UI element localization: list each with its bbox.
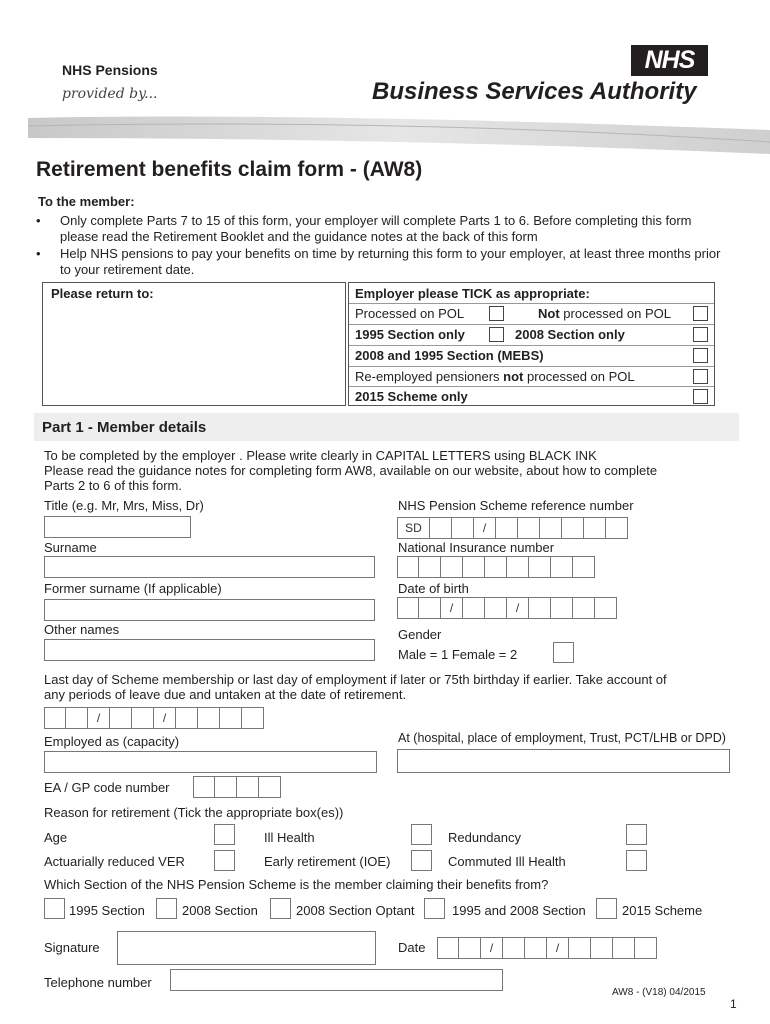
member-note-bullet-1: Only complete Parts 7 to 15 of this form, your employer will complete Parts 1 to 6. Before completing this form please read the Retirement Booklet and the guidance notes at the back of this form <box>60 213 692 244</box>
section-1995-option-checkbox[interactable] <box>44 898 65 919</box>
digit-cell[interactable] <box>569 937 591 959</box>
header-band <box>0 112 770 156</box>
telephone-input[interactable] <box>170 969 503 991</box>
section-2008-checkbox[interactable] <box>693 327 708 342</box>
page-title: Retirement benefits claim form - (AW8) <box>36 158 423 181</box>
reemployed-label: Re-employed pensioners not processed on POL <box>355 369 635 384</box>
scheme-2015-label: 2015 Scheme only <box>355 389 468 404</box>
date-cells[interactable] <box>437 937 657 959</box>
divider <box>349 303 714 304</box>
digit-cell[interactable] <box>562 517 584 539</box>
last-day-cells[interactable] <box>44 707 264 729</box>
digit-cell[interactable] <box>193 776 215 798</box>
not-processed-pol-label: Not processed on POL <box>538 306 671 321</box>
digit-cell[interactable] <box>485 597 507 619</box>
section-both-checkbox[interactable] <box>424 898 445 919</box>
section-question: Which Section of the NHS Pension Scheme is the member claiming their benefits from? <box>44 877 549 892</box>
digit-cell[interactable] <box>242 707 264 729</box>
part1-title: Part 1 - Member details <box>42 419 207 436</box>
digit-cell[interactable] <box>110 707 132 729</box>
digit-cell[interactable] <box>551 597 573 619</box>
digit-cell[interactable] <box>496 517 518 539</box>
bullet-icon: • <box>36 213 41 228</box>
digit-cell[interactable] <box>237 776 259 798</box>
digit-cell[interactable] <box>437 937 459 959</box>
digit-cell[interactable] <box>215 776 237 798</box>
gender-values: Male = 1 Female = 2 <box>398 647 518 662</box>
section-2008-label: 2008 Section only <box>515 327 625 342</box>
title-label: Title (e.g. Mr, Mrs, Miss, Dr) <box>44 498 204 513</box>
date-slash-cell: / <box>154 707 176 729</box>
digit-cell[interactable] <box>529 597 551 619</box>
form-code: AW8 - (V18) 04/2015 <box>612 987 706 998</box>
reason-commuted-label: Commuted Ill Health <box>448 854 566 869</box>
employer-heading: Employer please TICK as appropriate: <box>355 286 590 301</box>
reason-actuarial-label: Actuarially reduced VER <box>44 854 185 869</box>
last-day-label-1: Last day of Scheme membership or last day of employment if later or 75th birthday if earlier. Take account of <box>44 672 667 687</box>
date-slash-cell: / <box>441 597 463 619</box>
digit-cell[interactable] <box>44 707 66 729</box>
section-option-1995-label: 1995 Section <box>69 903 145 918</box>
reason-actuarial-checkbox[interactable] <box>214 850 235 871</box>
return-label: Please return to: <box>51 286 154 301</box>
page-number: 1 <box>730 997 737 1011</box>
section-option-both-label: 1995 and 2008 Section <box>452 903 586 918</box>
digit-cell[interactable] <box>463 597 485 619</box>
part1-intro-2: Please read the guidance notes for completing form AW8, available on our website, about how to complete <box>44 463 658 478</box>
digit-cell[interactable] <box>220 707 242 729</box>
ea-gp-label: EA / GP code number <box>44 780 170 795</box>
reason-label: Reason for retirement (Tick the appropriate box(es)) <box>44 805 344 820</box>
title-input[interactable] <box>44 516 191 538</box>
digit-cell[interactable] <box>529 556 551 578</box>
nhs-logo: NHS <box>631 45 708 76</box>
processed-pol-label: Processed on POL <box>355 306 465 321</box>
section-option-optant-label: 2008 Section Optant <box>296 903 415 918</box>
digit-cell[interactable] <box>459 937 481 959</box>
last-day-label-2: any periods of leave due and untaken at the date of retirement. <box>44 687 407 702</box>
digit-cell[interactable] <box>485 556 507 578</box>
ref-slash-cell: / <box>474 517 496 539</box>
digit-cell[interactable] <box>584 517 606 539</box>
ni-cells[interactable] <box>397 556 595 578</box>
digit-cell[interactable] <box>595 597 617 619</box>
reason-early-checkbox[interactable] <box>411 850 432 871</box>
reason-ill-health-label: Ill Health <box>264 830 315 845</box>
provided-by: provided by... <box>62 86 158 102</box>
gender-input[interactable] <box>553 642 574 663</box>
reason-early-label: Early retirement (IOE) <box>264 854 391 869</box>
digit-cell[interactable] <box>419 597 441 619</box>
digit-cell[interactable] <box>397 556 419 578</box>
date-slash-cell: / <box>547 937 569 959</box>
dob-label: Date of birth <box>398 581 469 596</box>
reason-commuted-checkbox[interactable] <box>626 850 647 871</box>
section-1995-label: 1995 Section only <box>355 327 465 342</box>
scheme-2015-checkbox[interactable] <box>693 389 708 404</box>
part1-intro-1: To be completed by the employer . Please write clearly in CAPITAL LETTERS using BLACK INK <box>44 448 597 463</box>
bsa-title: Business Services Authority <box>372 78 697 105</box>
org-name: NHS Pensions <box>62 62 158 78</box>
ref-number-cells[interactable] <box>397 517 628 539</box>
digit-cell[interactable] <box>198 707 220 729</box>
digit-cell[interactable] <box>635 937 657 959</box>
signature-label: Signature <box>44 940 100 955</box>
ni-label: National Insurance number <box>398 540 555 555</box>
digit-cell[interactable] <box>507 556 529 578</box>
divider <box>349 366 714 367</box>
reason-redundancy-label: Redundancy <box>448 830 521 845</box>
reason-age-checkbox[interactable] <box>214 824 235 845</box>
date-slash-cell: / <box>481 937 503 959</box>
ref-number-label: NHS Pension Scheme reference number <box>398 498 634 513</box>
section-mebs-label: 2008 and 1995 Section (MEBS) <box>355 348 544 363</box>
dob-cells[interactable] <box>397 597 617 619</box>
digit-cell[interactable] <box>613 937 635 959</box>
section-option-2008-label: 2008 Section <box>182 903 258 918</box>
employed-as-input[interactable] <box>44 751 377 773</box>
telephone-label: Telephone number <box>44 975 152 990</box>
member-note-bullet-2: Help NHS pensions to pay your benefits on time by returning this form to your employer, at least three months prior to your retirement date. <box>60 246 721 277</box>
digit-cell[interactable] <box>259 776 281 798</box>
divider <box>349 386 714 387</box>
processed-pol-checkbox[interactable] <box>489 306 504 321</box>
section-mebs-checkbox[interactable] <box>693 348 708 363</box>
member-note-heading: To the member: <box>38 194 135 209</box>
signature-input[interactable] <box>117 931 376 965</box>
part1-intro-3: Parts 2 to 6 of this form. <box>44 478 182 493</box>
digit-cell[interactable] <box>397 597 419 619</box>
digit-cell[interactable] <box>518 517 540 539</box>
digit-cell[interactable] <box>573 597 595 619</box>
date-slash-cell: / <box>507 597 529 619</box>
section-2015-checkbox[interactable] <box>596 898 617 919</box>
other-names-label: Other names <box>44 622 120 637</box>
digit-cell[interactable] <box>525 937 547 959</box>
surname-label: Surname <box>44 540 97 555</box>
divider <box>349 324 714 325</box>
digit-cell[interactable] <box>441 556 463 578</box>
digit-cell[interactable] <box>430 517 452 539</box>
section-optant-checkbox[interactable] <box>270 898 291 919</box>
ref-prefix-cell: SD <box>397 517 430 539</box>
section-1995-checkbox[interactable] <box>489 327 504 342</box>
reason-ill-health-checkbox[interactable] <box>411 824 432 845</box>
reason-age-label: Age <box>44 830 68 845</box>
digit-cell[interactable] <box>573 556 595 578</box>
digit-cell[interactable] <box>463 556 485 578</box>
other-names-input[interactable] <box>44 639 375 661</box>
ea-gp-cells[interactable] <box>193 776 281 798</box>
section-2008-option-checkbox[interactable] <box>156 898 177 919</box>
digit-cell[interactable] <box>606 517 628 539</box>
section-option-2015-label: 2015 Scheme <box>622 903 703 918</box>
former-surname-input[interactable] <box>44 599 375 621</box>
employed-as-label: Employed as (capacity) <box>44 734 180 749</box>
date-slash-cell: / <box>88 707 110 729</box>
digit-cell[interactable] <box>452 517 474 539</box>
digit-cell[interactable] <box>503 937 525 959</box>
bullet-icon: • <box>36 246 41 261</box>
digit-cell[interactable] <box>132 707 154 729</box>
surname-input[interactable] <box>44 556 375 578</box>
at-input[interactable] <box>397 749 730 773</box>
former-surname-label: Former surname (If applicable) <box>44 581 222 596</box>
digit-cell[interactable] <box>66 707 88 729</box>
reemployed-checkbox[interactable] <box>693 369 708 384</box>
gender-label: Gender <box>398 627 442 642</box>
digit-cell[interactable] <box>176 707 198 729</box>
digit-cell[interactable] <box>419 556 441 578</box>
divider <box>349 345 714 346</box>
digit-cell[interactable] <box>540 517 562 539</box>
reason-redundancy-checkbox[interactable] <box>626 824 647 845</box>
not-processed-pol-checkbox[interactable] <box>693 306 708 321</box>
digit-cell[interactable] <box>551 556 573 578</box>
at-label: At (hospital, place of employment, Trust, PCT/LHB or DPD) <box>398 731 726 745</box>
date-label: Date <box>398 940 426 955</box>
digit-cell[interactable] <box>591 937 613 959</box>
